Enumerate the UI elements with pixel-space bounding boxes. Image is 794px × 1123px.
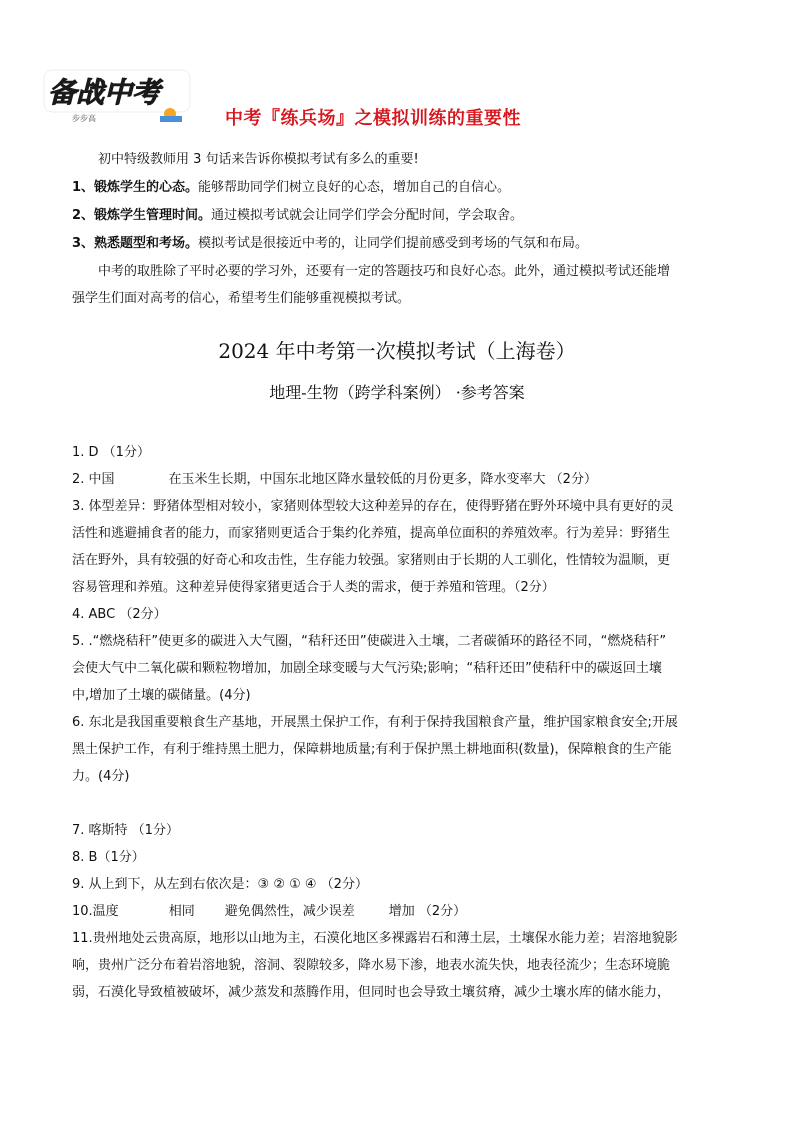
exam-subtitle: 地理-生物（跨学科案例） ·参考答案	[269, 383, 525, 402]
logo	[42, 66, 192, 126]
promo-point-3	[72, 236, 588, 252]
answer-10-part-a: 10.温度	[72, 904, 119, 919]
answer-10-part-b: 相同	[168, 904, 195, 919]
promo-point-lead: 3、熟悉题型和考场。	[72, 236, 199, 251]
promo-point-text: 能够帮助同学们树立良好的心态，增加自己的自信心。	[198, 180, 511, 195]
answer-5-line2: 会使大气中二氧化碳和颗粒物增加，加剧全球变暖与大气污染;影响；“秸秆还田”使秸秆中的碳返回土壤	[72, 661, 662, 676]
exam-title: 2024 年中考第一次模拟考试（上海卷）	[218, 339, 576, 363]
answer-7: 7. 喀斯特 （1分）	[72, 823, 179, 838]
answer-2	[72, 472, 597, 488]
promo-point-text: 模拟考试是很接近中考的，让同学们提前感受到考场的气氛和布局。	[198, 236, 589, 251]
answer-3-line2: 活性和逃避捕食者的能力，而家猪则更适合于集约化养殖，提高单位面积的养殖效率。行为差异：野猪生	[72, 526, 671, 541]
answer-6-line3: 力。(4分)	[72, 769, 130, 784]
promo-closing-line1: 中考的取胜除了平时必要的学习外，还要有一定的答题技巧和良好心态。此外，通过模拟考试还能增	[98, 264, 671, 279]
logo-text: 备战中考	[48, 76, 161, 109]
promo-point-lead: 1、锻炼学生的心态。	[72, 180, 199, 195]
answer-9: 9. 从上到下，从左到右依次是：③ ② ① ④ （2分）	[72, 877, 368, 892]
promo-point-lead: 2、锻炼学生管理时间。	[72, 208, 212, 223]
answer-3-line1: 3. 体型差异：野猪体型相对较小，家猪则体型较大这种差异的存在，使得野猪在野外环境中具有更好的灵	[72, 499, 674, 514]
answer-11-line1: 11.贵州地处云贵高原，地形以山地为主，石漠化地区多裸露岩石和薄土层，土壤保水能力差；岩溶地貌影	[72, 931, 678, 946]
answer-1: 1. D （1分）	[72, 445, 150, 460]
answer-5-line3: 中,增加了土壤的碳储量。(4分)	[72, 688, 251, 703]
answer-4: 4. ABC （2分）	[72, 607, 167, 622]
promo-closing-line2: 强学生们面对高考的信心，希望考生们能够重视模拟考试。	[72, 291, 411, 306]
answer-6-line2: 黑土保护工作，有利于维持黑土肥力，保障耕地质量;有利于保护黑土耕地面积(数量)，保障粮食的生产能	[72, 742, 672, 757]
promo-point-1	[72, 180, 510, 196]
answer-3-line4: 容易管理和养殖。这种差异使得家猪更适合于人类的需求，便于养殖和管理。（2分）	[72, 580, 555, 595]
answer-10-part-d: 增加 （2分）	[388, 904, 467, 919]
answer-11-line2: 响，贵州广泛分布着岩溶地貌，溶洞、裂隙较多，降水易下渗，地表水流失快，地表径流少；生态环境脆	[72, 958, 671, 973]
logo-tagline: 步步高	[72, 114, 96, 123]
answer-10	[72, 904, 466, 920]
answer-6-line1: 6. 东北是我国重要粮食生产基地，开展黑土保护工作，有利于保持我国粮食产量，维护国家粮食安全;开展	[72, 715, 678, 730]
answer-5-line1: 5. .“燃烧秸秆”使更多的碳进入大气圈，“秸秆还田”使碳进入土壤，二者碳循环的路径不同，“燃烧秸秆”	[72, 634, 667, 649]
answer-11-line3: 弱，石漠化导致植被破坏，减少蒸发和蒸腾作用，但同时也会导致土壤贫瘠，减少土壤水库的储水能力，	[72, 985, 671, 1000]
promo-point-text: 通过模拟考试就会让同学们学会分配时间，学会取舍。	[211, 208, 524, 223]
answer-10-part-c: 避免偶然性，减少误差	[224, 904, 355, 919]
answer-2-text: 在玉米生长期，中国东北地区降水量较低的月份更多，降水变率大 （2分）	[168, 472, 597, 487]
promo-intro: 初中特级教师用 3 句话来告诉你模拟考试有多么的重要!	[98, 152, 419, 167]
answer-2-label: 2. 中国	[72, 472, 115, 487]
answer-8: 8. B（1分）	[72, 850, 145, 865]
promo-point-2	[72, 208, 523, 224]
answer-3-line3: 活在野外，具有较强的好奇心和攻击性，生存能力较强。家猪则由于长期的人工驯化，性情较为温顺，更	[72, 553, 671, 568]
promo-title: 中考『练兵场』之模拟训练的重要性	[225, 108, 521, 129]
